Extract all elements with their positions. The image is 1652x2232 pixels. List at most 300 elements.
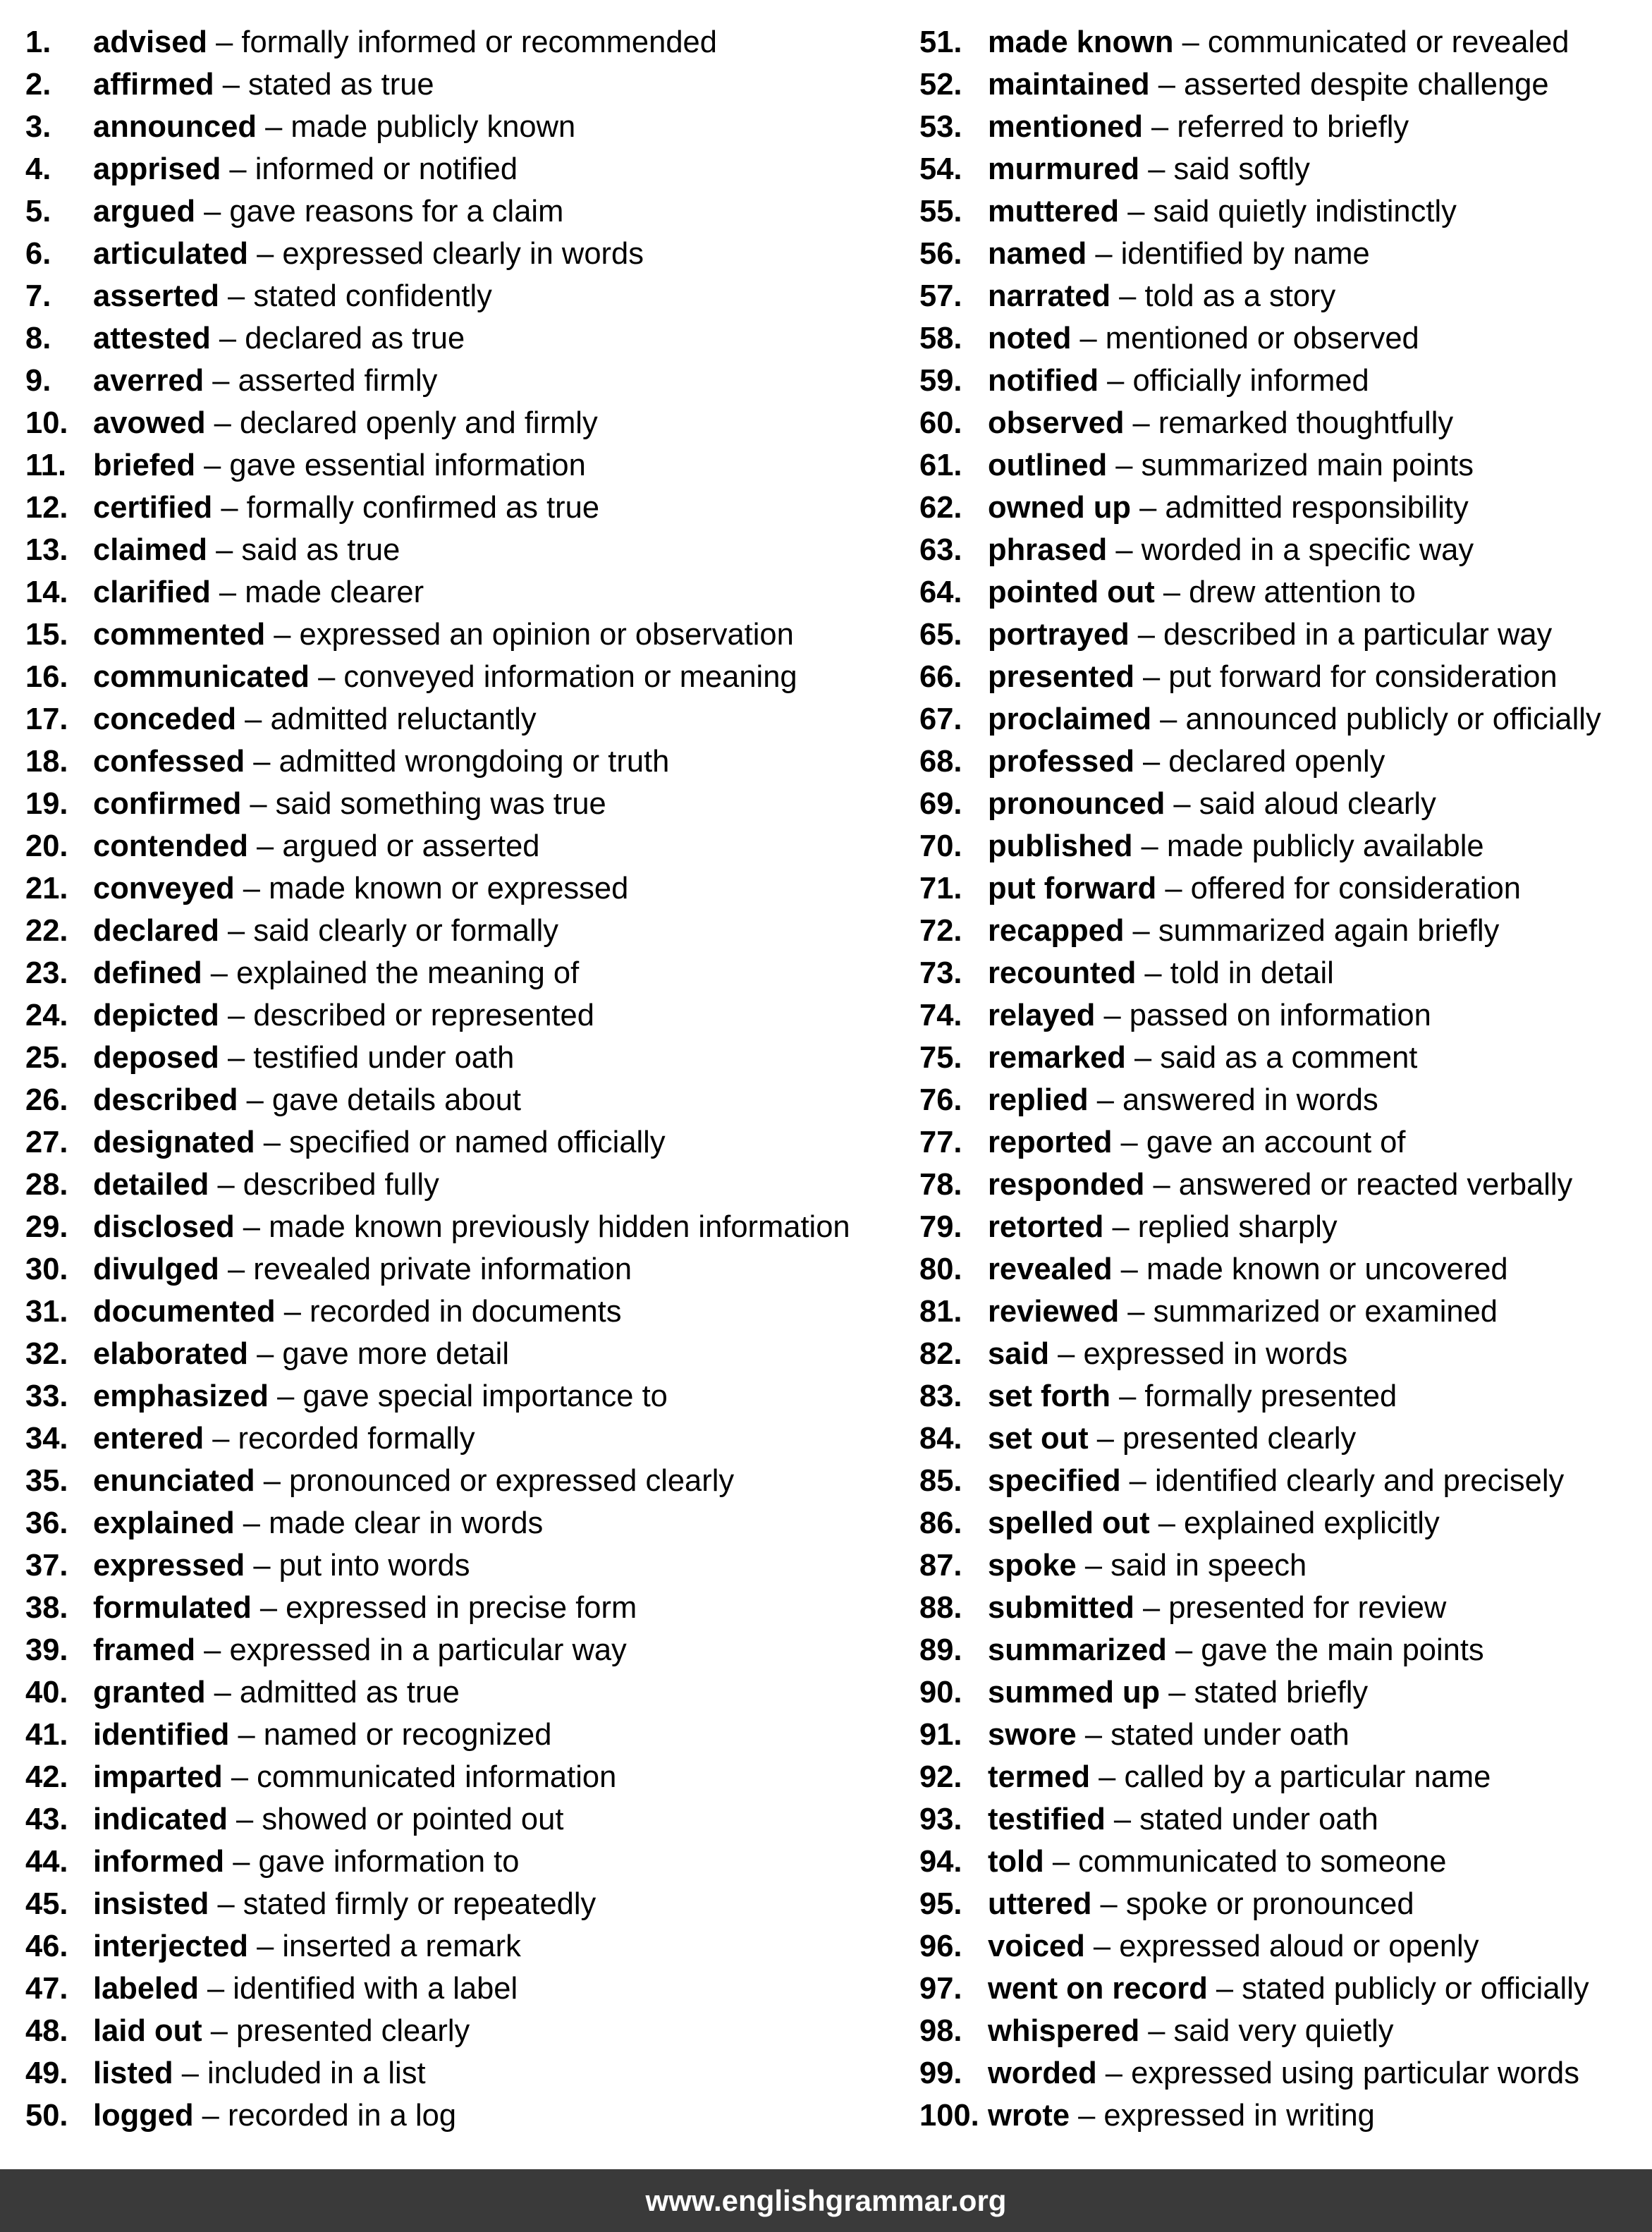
item-definition: made publicly known xyxy=(290,110,576,144)
item-entry xyxy=(93,952,579,994)
item-number: 7. xyxy=(25,279,51,313)
item-number: 70. xyxy=(919,829,962,863)
item-term: enunciated xyxy=(93,1464,255,1498)
item-number: 94. xyxy=(919,1845,962,1879)
item-entry xyxy=(93,1671,460,1714)
item-separator: – xyxy=(1151,110,1169,144)
list-item xyxy=(919,1375,1652,1417)
item-separator: – xyxy=(257,237,274,271)
item-entry xyxy=(988,1671,1368,1714)
item-separator: – xyxy=(1175,1633,1193,1667)
item-term: professed xyxy=(988,745,1134,779)
item-entry xyxy=(93,1714,551,1756)
item-number: 87. xyxy=(919,1549,962,1582)
item-term: certified xyxy=(93,491,213,525)
item-definition: made known or uncovered xyxy=(1146,1252,1508,1286)
list-item xyxy=(25,1714,893,1756)
item-definition: recorded formally xyxy=(238,1422,475,1456)
item-entry xyxy=(988,1629,1484,1671)
item-definition: said very quietly xyxy=(1173,2014,1394,2048)
item-term: muttered xyxy=(988,195,1120,228)
item-number: 75. xyxy=(919,1041,962,1075)
item-term: expressed xyxy=(93,1549,245,1582)
item-number: 90. xyxy=(919,1676,962,1709)
item-term: told xyxy=(988,1845,1044,1879)
item-separator: – xyxy=(1107,364,1125,398)
item-entry xyxy=(93,867,628,910)
list-item xyxy=(919,783,1652,825)
item-number: 98. xyxy=(919,2014,962,2048)
item-separator: – xyxy=(283,1295,301,1329)
item-entry xyxy=(988,614,1552,656)
item-definition: replied sharply xyxy=(1137,1210,1338,1244)
list-item xyxy=(25,148,893,190)
item-number: 47. xyxy=(25,1972,68,2006)
item-number: 38. xyxy=(25,1591,68,1625)
item-entry xyxy=(93,1291,622,1333)
item-term: set out xyxy=(988,1422,1089,1456)
list-item xyxy=(25,1841,893,1883)
item-term: formulated xyxy=(93,1591,252,1625)
item-definition: answered in words xyxy=(1122,1083,1378,1117)
item-term: published xyxy=(988,829,1133,863)
item-number: 9. xyxy=(25,364,51,398)
item-entry xyxy=(988,1291,1498,1333)
item-definition: inserted a remark xyxy=(282,1929,521,1963)
item-term: pointed out xyxy=(988,575,1155,609)
item-separator: – xyxy=(202,2099,219,2133)
item-entry xyxy=(988,1375,1397,1417)
item-number: 20. xyxy=(25,829,68,863)
item-entry xyxy=(988,2010,1393,2052)
item-definition: gave reasons for a claim xyxy=(229,195,564,228)
item-number: 39. xyxy=(25,1633,68,1667)
list-item xyxy=(25,1206,893,1248)
item-number: 67. xyxy=(919,702,962,736)
item-entry xyxy=(988,1333,1347,1375)
item-definition: admitted wrongdoing or truth xyxy=(279,745,670,779)
list-item xyxy=(919,1925,1652,1968)
item-separator: – xyxy=(1141,829,1158,863)
item-separator: – xyxy=(219,322,237,355)
item-separator: – xyxy=(236,1803,254,1836)
item-definition: expressed using particular words xyxy=(1131,2056,1579,2090)
list-item xyxy=(919,21,1652,63)
item-term: reported xyxy=(988,1126,1113,1159)
item-separator: – xyxy=(1113,1803,1132,1836)
item-number: 43. xyxy=(25,1803,68,1836)
item-separator: – xyxy=(1095,237,1113,271)
item-term: asserted xyxy=(93,279,219,313)
item-separator: – xyxy=(227,1041,245,1075)
item-entry xyxy=(988,1798,1378,1841)
list-item xyxy=(919,1248,1652,1291)
item-entry xyxy=(988,275,1335,317)
item-term: detailed xyxy=(93,1168,209,1202)
item-entry xyxy=(93,106,575,148)
item-number: 45. xyxy=(25,1887,68,1921)
item-entry xyxy=(93,1502,543,1544)
item-entry xyxy=(988,487,1469,529)
item-number: 84. xyxy=(919,1422,962,1456)
item-number: 89. xyxy=(919,1633,962,1667)
item-term: said xyxy=(988,1337,1050,1371)
list-item xyxy=(919,529,1652,571)
item-term: deposed xyxy=(93,1041,219,1075)
item-term: reviewed xyxy=(988,1295,1120,1329)
item-term: conveyed xyxy=(93,872,235,905)
item-separator: – xyxy=(1120,1252,1138,1286)
item-definition: admitted as true xyxy=(239,1676,460,1709)
item-entry xyxy=(988,1756,1491,1798)
item-separator: – xyxy=(212,364,230,398)
item-entry xyxy=(93,1037,514,1079)
item-entry xyxy=(93,825,539,867)
item-term: informed xyxy=(93,1845,225,1879)
list-item xyxy=(919,2010,1652,2052)
item-number: 22. xyxy=(25,914,68,948)
item-number: 99. xyxy=(919,2056,962,2090)
item-definition: recorded in a log xyxy=(227,2099,457,2133)
item-separator: – xyxy=(207,1972,225,2006)
item-separator: – xyxy=(228,914,245,948)
item-definition: included in a list xyxy=(207,2056,426,2090)
item-separator: – xyxy=(214,406,231,440)
item-separator: – xyxy=(1165,872,1182,905)
item-separator: – xyxy=(1129,1464,1146,1498)
item-number: 34. xyxy=(25,1422,68,1456)
item-definition: gave special importance to xyxy=(302,1379,668,1413)
list-item xyxy=(919,2094,1652,2137)
item-separator: – xyxy=(1143,660,1161,694)
item-term: presented xyxy=(988,660,1134,694)
item-term: made known xyxy=(988,25,1174,59)
item-number: 54. xyxy=(919,152,962,186)
item-definition: identified with a label xyxy=(233,1972,518,2006)
item-number: 35. xyxy=(25,1464,68,1498)
item-definition: formally presented xyxy=(1144,1379,1397,1413)
item-entry xyxy=(988,1544,1307,1587)
item-entry xyxy=(93,1756,616,1798)
item-term: described xyxy=(93,1083,238,1117)
item-separator: – xyxy=(227,1252,245,1286)
item-definition: expressed clearly in words xyxy=(282,237,644,271)
item-entry xyxy=(93,910,558,952)
item-number: 82. xyxy=(919,1337,962,1371)
list-item xyxy=(919,1544,1652,1587)
item-definition: gave essential information xyxy=(229,449,586,482)
item-number: 40. xyxy=(25,1676,68,1709)
item-entry xyxy=(93,1798,563,1841)
item-separator: – xyxy=(1115,533,1133,567)
item-definition: expressed an opinion or observation xyxy=(299,618,794,652)
list-item xyxy=(25,1037,893,1079)
item-term: elaborated xyxy=(93,1337,248,1371)
item-separator: – xyxy=(219,575,237,609)
item-term: conceded xyxy=(93,702,237,736)
item-definition: stated firmly or repeatedly xyxy=(243,1887,596,1921)
item-number: 96. xyxy=(919,1929,962,1963)
item-number: 18. xyxy=(25,745,68,779)
item-term: imparted xyxy=(93,1760,223,1794)
item-entry xyxy=(988,1883,1414,1925)
list-item xyxy=(919,1037,1652,1079)
item-entry xyxy=(93,1248,632,1291)
item-entry xyxy=(93,402,598,444)
item-entry xyxy=(988,1841,1446,1883)
item-definition: expressed aloud or openly xyxy=(1119,1929,1479,1963)
list-item xyxy=(25,1629,893,1671)
item-definition: said as a comment xyxy=(1160,1041,1418,1075)
footer-bar xyxy=(0,2169,1652,2232)
item-term: swore xyxy=(988,1718,1077,1752)
item-entry xyxy=(93,614,794,656)
item-entry xyxy=(988,444,1474,487)
item-entry xyxy=(93,360,437,402)
item-entry xyxy=(988,571,1416,614)
item-entry xyxy=(988,656,1558,698)
item-number: 44. xyxy=(25,1845,68,1879)
item-entry xyxy=(988,1206,1338,1248)
item-number: 1. xyxy=(25,25,51,59)
item-definition: declared openly xyxy=(1168,745,1385,779)
list-item xyxy=(25,1883,893,1925)
item-entry xyxy=(988,1037,1417,1079)
item-definition: pronounced or expressed clearly xyxy=(289,1464,735,1498)
item-entry xyxy=(988,952,1334,994)
list-item xyxy=(25,1460,893,1502)
item-definition: made clearer xyxy=(245,575,424,609)
item-definition: informed or notified xyxy=(255,152,518,186)
list-item xyxy=(25,994,893,1037)
item-definition: worded in a specific way xyxy=(1141,533,1474,567)
list-item xyxy=(25,952,893,994)
item-entry xyxy=(988,825,1484,867)
item-number: 52. xyxy=(919,68,962,102)
list-item xyxy=(919,1756,1652,1798)
item-term: murmured xyxy=(988,152,1140,186)
item-separator: – xyxy=(1163,575,1181,609)
item-number: 69. xyxy=(919,787,962,821)
item-separator: – xyxy=(257,1929,274,1963)
item-term: replied xyxy=(988,1083,1089,1117)
item-definition: remarked thoughtfully xyxy=(1158,406,1454,440)
item-entry xyxy=(988,106,1409,148)
list-item xyxy=(919,1291,1652,1333)
item-definition: made known previously hidden information xyxy=(269,1210,850,1244)
item-separator: – xyxy=(1079,322,1097,355)
item-term: explained xyxy=(93,1506,235,1540)
item-term: advised xyxy=(93,25,207,59)
list-item xyxy=(919,1629,1652,1671)
list-item xyxy=(919,487,1652,529)
item-number: 57. xyxy=(919,279,962,313)
item-entry xyxy=(93,783,606,825)
item-term: emphasized xyxy=(93,1379,269,1413)
item-definition: asserted despite challenge xyxy=(1184,68,1549,102)
item-entry xyxy=(93,2052,426,2094)
list-item xyxy=(25,444,893,487)
list-item xyxy=(919,148,1652,190)
list-item xyxy=(919,1460,1652,1502)
list-item xyxy=(25,233,893,275)
item-definition: described or represented xyxy=(253,999,594,1032)
item-entry xyxy=(93,1841,519,1883)
item-term: clarified xyxy=(93,575,211,609)
item-separator: – xyxy=(1132,406,1150,440)
list-item xyxy=(25,1079,893,1121)
list-item xyxy=(919,1164,1652,1206)
item-separator: – xyxy=(1182,25,1199,59)
item-number: 72. xyxy=(919,914,962,948)
item-number: 14. xyxy=(25,575,68,609)
item-separator: – xyxy=(1160,702,1177,736)
item-entry xyxy=(93,994,594,1037)
item-entry xyxy=(93,1375,668,1417)
right-column xyxy=(919,21,1652,2137)
item-number: 17. xyxy=(25,702,68,736)
list-item xyxy=(919,1841,1652,1883)
item-separator: – xyxy=(231,1760,249,1794)
item-definition: said clearly or formally xyxy=(253,914,559,948)
list-item xyxy=(25,614,893,656)
list-item xyxy=(25,63,893,106)
item-term: identified xyxy=(93,1718,230,1752)
item-term: outlined xyxy=(988,449,1108,482)
item-separator: – xyxy=(1127,1295,1145,1329)
item-definition: gave an account of xyxy=(1146,1126,1406,1159)
item-entry xyxy=(988,740,1385,783)
item-term: testified xyxy=(988,1803,1106,1836)
list-item xyxy=(919,360,1652,402)
item-term: listed xyxy=(93,2056,173,2090)
list-item xyxy=(25,1671,893,1714)
item-separator: – xyxy=(216,533,233,567)
item-separator: – xyxy=(1168,1676,1186,1709)
item-term: portrayed xyxy=(988,618,1130,652)
item-entry xyxy=(93,1417,475,1460)
item-entry xyxy=(93,698,537,740)
item-number: 93. xyxy=(919,1803,962,1836)
item-term: attested xyxy=(93,322,211,355)
item-separator: – xyxy=(1153,1168,1170,1202)
list-item xyxy=(25,1925,893,1968)
item-definition: stated as true xyxy=(248,68,434,102)
item-definition: said softly xyxy=(1173,152,1310,186)
item-entry xyxy=(93,275,492,317)
item-number: 15. xyxy=(25,618,68,652)
item-number: 77. xyxy=(919,1126,962,1159)
item-number: 41. xyxy=(25,1718,68,1752)
item-term: recounted xyxy=(988,956,1137,990)
item-entry xyxy=(988,2052,1579,2094)
item-definition: stated publicly or officially xyxy=(1242,1972,1589,2006)
list-item xyxy=(919,1333,1652,1375)
item-definition: made publicly available xyxy=(1166,829,1484,863)
item-number: 25. xyxy=(25,1041,68,1075)
item-entry xyxy=(93,1079,521,1121)
item-separator: – xyxy=(1173,787,1191,821)
list-item xyxy=(919,825,1652,867)
item-separator: – xyxy=(233,1845,250,1879)
item-term: framed xyxy=(93,1633,196,1667)
list-item xyxy=(919,1417,1652,1460)
item-entry xyxy=(93,1883,596,1925)
item-number: 65. xyxy=(919,618,962,652)
list-item xyxy=(25,1333,893,1375)
item-term: announced xyxy=(93,110,257,144)
item-term: worded xyxy=(988,2056,1097,2090)
item-entry xyxy=(988,698,1601,740)
list-item xyxy=(25,2094,893,2137)
item-term: noted xyxy=(988,322,1072,355)
list-item xyxy=(25,698,893,740)
item-entry xyxy=(93,740,669,783)
item-term: specified xyxy=(988,1464,1121,1498)
item-number: 33. xyxy=(25,1379,68,1413)
item-definition: explained the meaning of xyxy=(236,956,580,990)
item-number: 27. xyxy=(25,1126,68,1159)
item-term: insisted xyxy=(93,1887,209,1921)
item-definition: stated confidently xyxy=(253,279,492,313)
list-item xyxy=(919,275,1652,317)
item-definition: stated under oath xyxy=(1110,1718,1350,1752)
list-item xyxy=(919,190,1652,233)
item-separator: – xyxy=(243,1210,260,1244)
item-definition: specified or named officially xyxy=(289,1126,666,1159)
list-item xyxy=(25,1968,893,2010)
item-number: 83. xyxy=(919,1379,962,1413)
list-item xyxy=(919,656,1652,698)
item-definition: answered or reacted verbally xyxy=(1178,1168,1573,1202)
item-separator: – xyxy=(221,491,238,525)
item-definition: said something was true xyxy=(275,787,606,821)
item-definition: explained explicitly xyxy=(1184,1506,1440,1540)
item-term: commented xyxy=(93,618,266,652)
item-entry xyxy=(988,1925,1479,1968)
item-entry xyxy=(988,63,1549,106)
list-item xyxy=(919,1714,1652,1756)
item-number: 8. xyxy=(25,322,51,355)
item-definition: put forward for consideration xyxy=(1168,660,1558,694)
item-definition: described fully xyxy=(243,1168,439,1202)
list-item xyxy=(25,571,893,614)
item-separator: – xyxy=(210,956,228,990)
item-separator: – xyxy=(318,660,336,694)
item-entry xyxy=(988,1502,1440,1544)
list-item xyxy=(25,402,893,444)
item-entry xyxy=(93,148,518,190)
item-term: spelled out xyxy=(988,1506,1150,1540)
item-number: 62. xyxy=(919,491,962,525)
list-item xyxy=(919,402,1652,444)
item-definition: testified under oath xyxy=(253,1041,515,1075)
item-definition: said aloud clearly xyxy=(1199,787,1436,821)
item-separator: – xyxy=(210,2014,228,2048)
item-definition: communicated or revealed xyxy=(1207,25,1570,59)
item-number: 95. xyxy=(919,1887,962,1921)
item-number: 58. xyxy=(919,322,962,355)
item-separator: – xyxy=(265,110,283,144)
item-definition: officially informed xyxy=(1132,364,1369,398)
list-item xyxy=(25,783,893,825)
item-entry xyxy=(93,1333,509,1375)
item-number: 49. xyxy=(25,2056,68,2090)
item-number: 85. xyxy=(919,1464,962,1498)
item-term: indicated xyxy=(93,1803,228,1836)
item-number: 73. xyxy=(919,956,962,990)
item-term: responded xyxy=(988,1168,1145,1202)
